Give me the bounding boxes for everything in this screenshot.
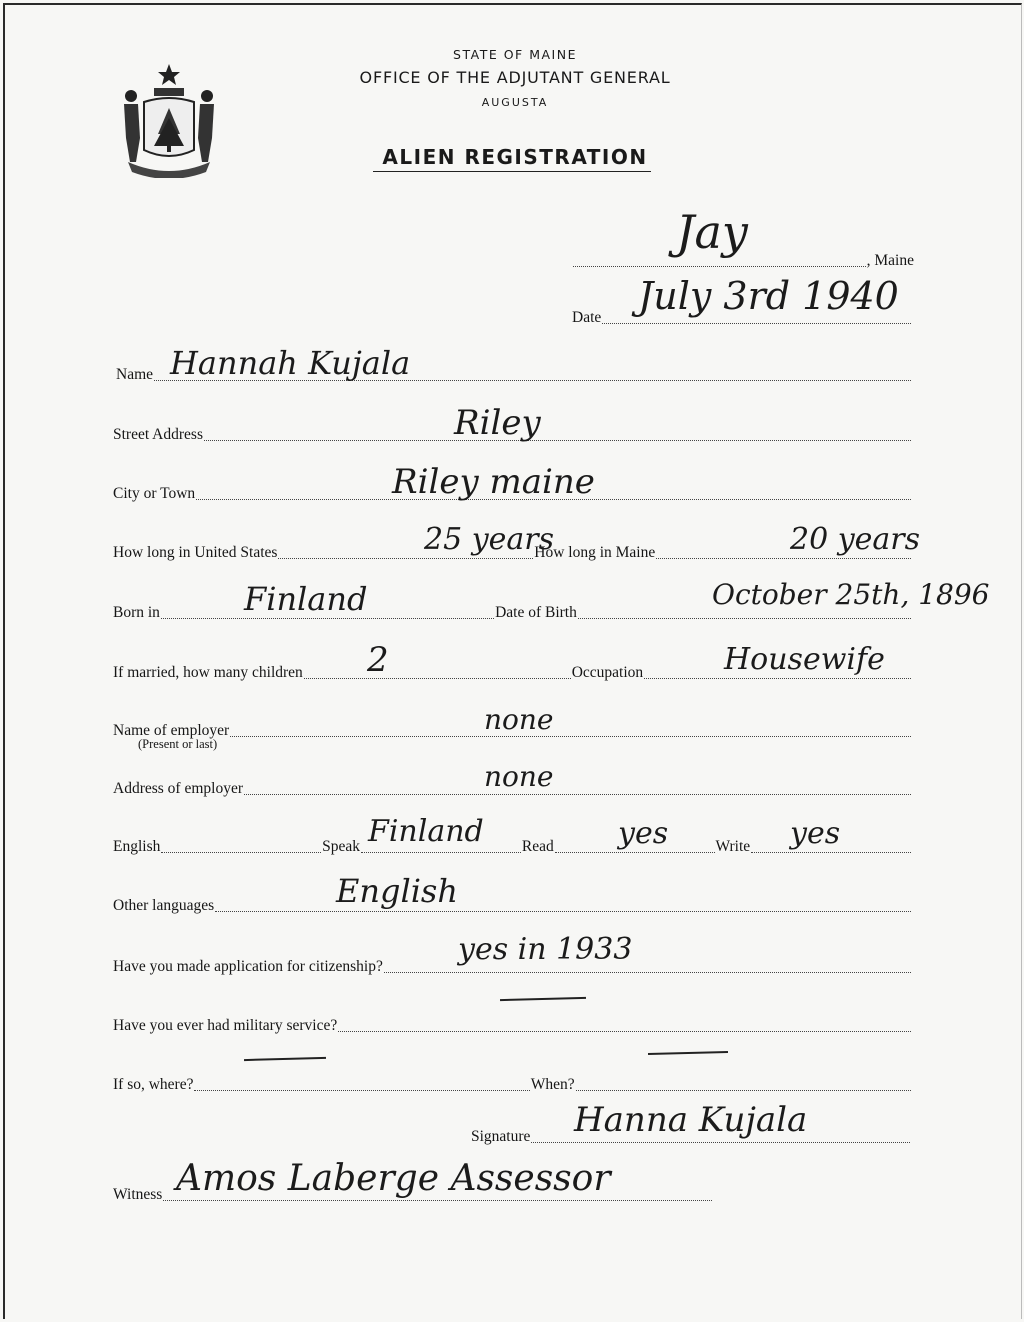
occupation-label: Occupation <box>571 664 644 681</box>
dob-label: Date of Birth <box>495 604 577 621</box>
speak-field[interactable] <box>361 852 521 853</box>
write-label: Write <box>715 838 751 855</box>
handwritten-employer: none <box>484 703 554 736</box>
handwritten-read: yes <box>618 816 669 851</box>
header-state: STATE OF MAINE <box>453 47 577 62</box>
occupation-field[interactable] <box>644 678 911 679</box>
read-label: Read <box>521 838 554 855</box>
english-label: English <box>113 838 161 855</box>
handwritten-witness: Amos Laberge Assessor <box>176 1158 611 1199</box>
employer-address-field[interactable] <box>244 794 911 795</box>
handwritten-occupation: Housewife <box>724 642 885 677</box>
handwritten-write: yes <box>790 816 841 851</box>
header-city: AUGUSTA <box>481 96 549 109</box>
citizenship-label: Have you made application for citizenship? <box>113 958 383 975</box>
title-underline <box>373 171 651 172</box>
handwritten-dob: October 25th, 1896 <box>712 578 990 611</box>
write-field[interactable] <box>751 852 911 853</box>
place-field[interactable] <box>573 266 866 267</box>
form-title: ALIEN REGISTRATION <box>382 145 648 169</box>
born-label: Born in <box>113 604 160 621</box>
place-suffix: , Maine <box>866 252 914 269</box>
military-row <box>113 1014 912 1036</box>
handwritten-city: Riley maine <box>392 462 595 502</box>
employer-address-label: Address of employer <box>113 780 243 797</box>
born-field[interactable] <box>161 618 494 619</box>
citizenship-field[interactable] <box>384 972 911 973</box>
employer-field[interactable] <box>230 736 911 737</box>
speak-label: Speak <box>322 838 361 855</box>
when-label: When? <box>530 1076 575 1093</box>
where-field[interactable] <box>194 1090 529 1091</box>
handwritten-maine-years: 20 years <box>790 522 921 557</box>
street-label: Street Address <box>113 426 203 443</box>
maine-state-seal-icon <box>114 58 224 178</box>
when-field[interactable] <box>576 1090 911 1091</box>
other-languages-label: Other languages <box>113 897 215 914</box>
handwritten-street: Riley <box>454 403 541 443</box>
handwritten-citizenship: yes in 1933 <box>458 932 633 967</box>
handwritten-birthplace: Finland <box>244 580 368 618</box>
maine-label: How long in Maine <box>534 544 656 561</box>
street-field[interactable] <box>204 440 911 441</box>
dob-field[interactable] <box>578 618 911 619</box>
english-field[interactable] <box>161 852 321 853</box>
handwritten-place: Jay <box>676 205 748 259</box>
handwritten-us-years: 25 years <box>424 522 555 557</box>
header-office: OFFICE OF THE ADJUTANT GENERAL <box>359 68 671 87</box>
witness-label: Witness <box>113 1186 163 1203</box>
handwritten-employer-address: none <box>484 760 554 793</box>
other-languages-field[interactable] <box>215 911 911 912</box>
handwritten-name: Hannah Kujala <box>170 344 411 382</box>
children-field[interactable] <box>304 678 571 679</box>
where-when-row <box>113 1073 912 1095</box>
date-field[interactable] <box>602 323 911 324</box>
signature-field[interactable] <box>531 1142 910 1143</box>
handwritten-other-languages: English <box>336 872 458 910</box>
military-field[interactable] <box>338 1031 911 1032</box>
maine-years-field[interactable] <box>656 558 911 559</box>
handwritten-signature: Hanna Kujala <box>574 1100 808 1140</box>
read-field[interactable] <box>555 852 715 853</box>
employer-label: Name of employer <box>113 722 230 739</box>
us-years-field[interactable] <box>278 558 533 559</box>
handwritten-date: July 3rd 1940 <box>638 274 899 318</box>
us-label: How long in United States <box>113 544 278 561</box>
where-label: If so, where? <box>113 1076 194 1093</box>
date-label: Date <box>572 309 602 326</box>
witness-field[interactable] <box>163 1200 712 1201</box>
handwritten-speak: Finland <box>368 814 484 849</box>
handwritten-children: 2 <box>367 640 389 680</box>
employer-sublabel: (Present or last) <box>138 737 218 751</box>
other-languages-row <box>113 894 912 916</box>
name-label: Name <box>116 366 154 383</box>
city-label: City or Town <box>113 485 196 502</box>
children-label: If married, how many children <box>113 664 303 681</box>
signature-label: Signature <box>471 1128 531 1145</box>
military-label: Have you ever had military service? <box>113 1017 338 1034</box>
